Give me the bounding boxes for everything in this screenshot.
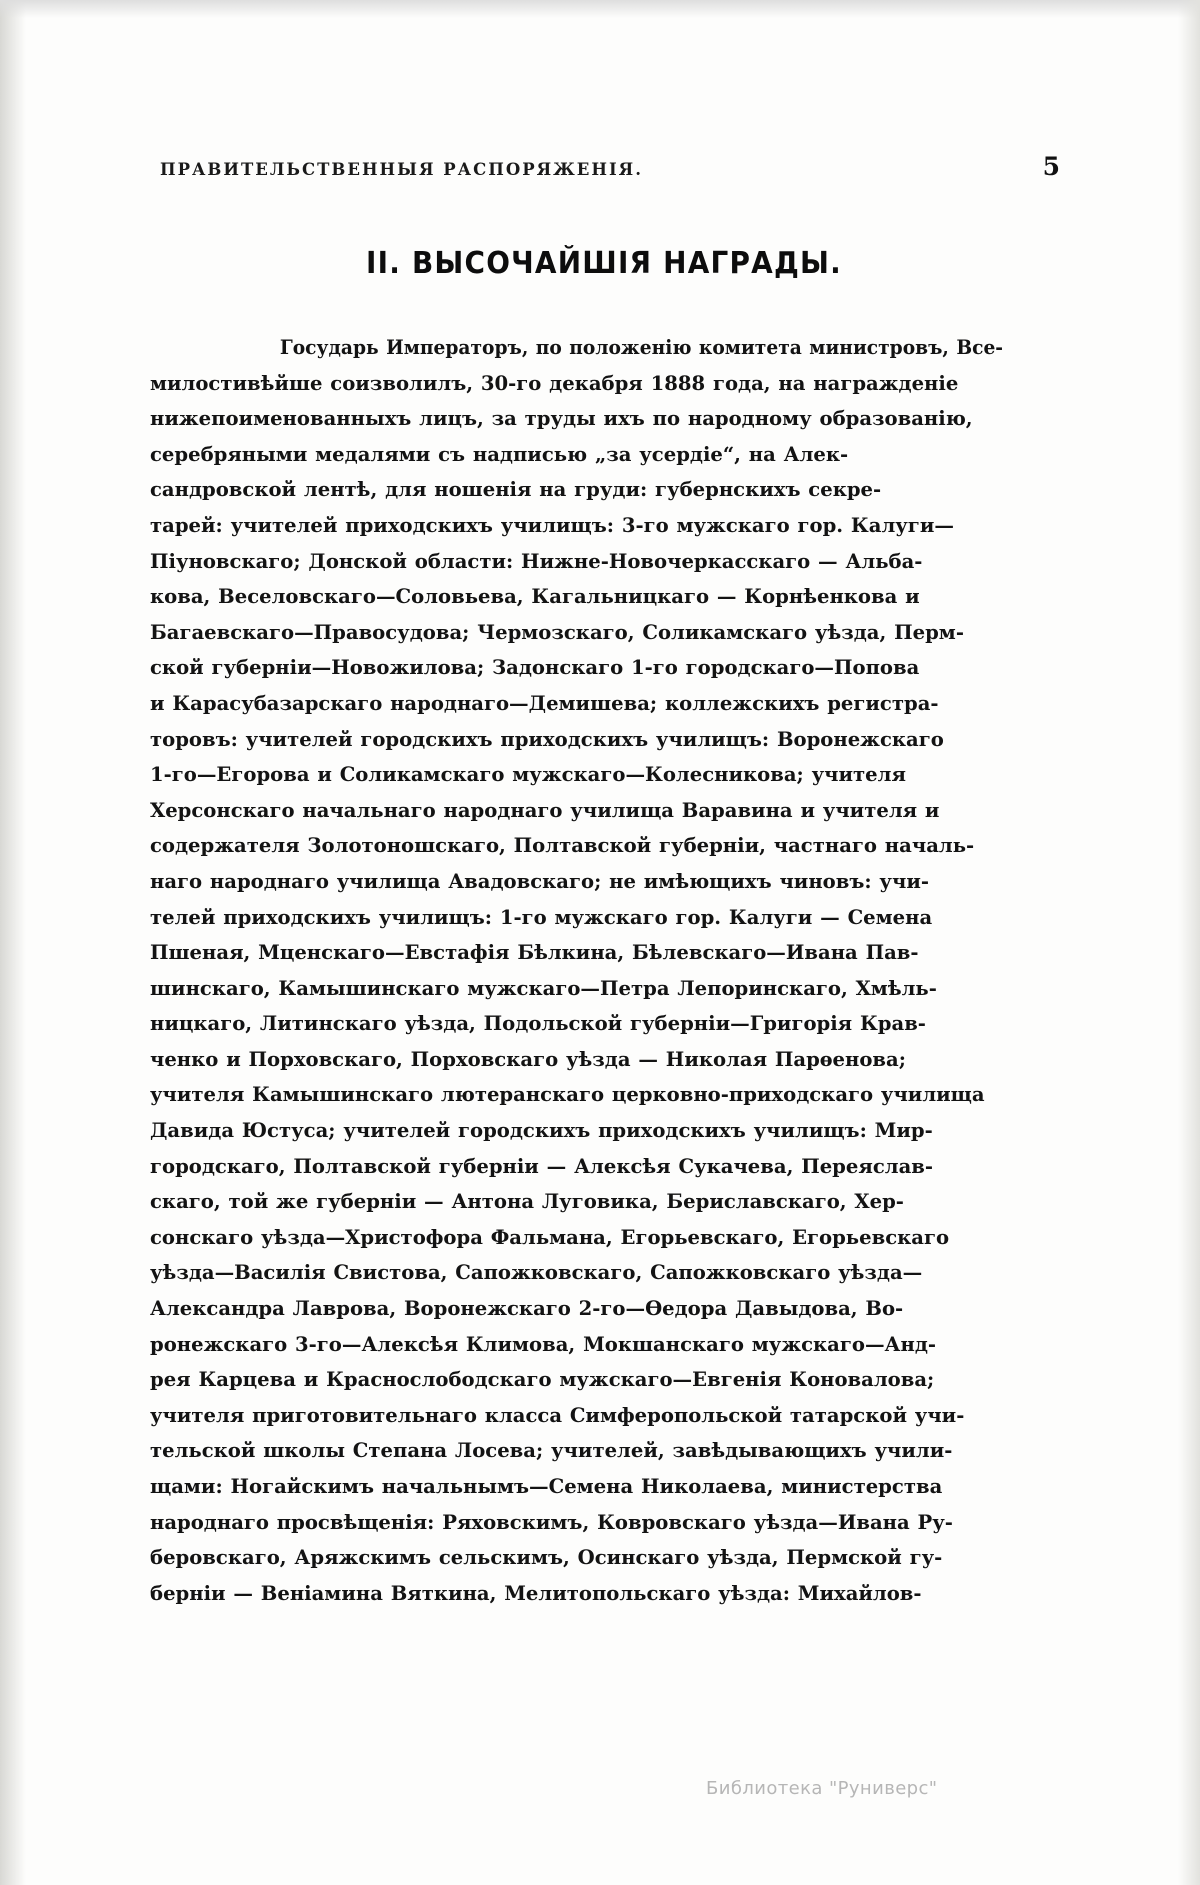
body-line: Багаевскаго—Правосудова; Чермозскаго, Соликамскаго уѣзда, Перм- — [150, 620, 964, 644]
body-line: ницкаго, Литинскаго уѣзда, Подольской губерніи—Григорія Крав- — [150, 1012, 926, 1036]
running-head — [160, 152, 1060, 181]
section-title: II. ВЫСОЧАЙШІЯ НАГРАДЫ. — [366, 246, 842, 281]
body-line: городскаго, Полтавской губерніи — Алексѣя Сукачева, Переяслав- — [150, 1154, 934, 1178]
body-line: милостивѣйше соизволилъ, 30-го декабря 1888 года, на награжденіе — [150, 371, 959, 395]
body-line: Пшеная, Мценскаго—Евстафія Бѣлкина, Бѣлевскаго—Ивана Пав- — [150, 941, 919, 965]
body-line: наго народнаго училища Авадовскаго; не имѣющихъ чиновъ: учи- — [150, 869, 929, 893]
body-line: Херсонскаго начальнаго народнаго училища Варавина и учителя и — [150, 798, 940, 822]
body-line: и Карасубазарскаго народнаго—Демишева; коллежскихъ регистра- — [150, 691, 939, 715]
body-line: берніи — Веніамина Вяткина, Мелитопольскаго уѣзда: Михайлов- — [150, 1581, 922, 1605]
body-line: учителя Камышинскаго лютеранскаго церковно-приходскаго училища — [150, 1083, 985, 1107]
body-line: сонскаго уѣзда—Христофора Фальмана, Егорьевскаго, Егорьевскаго — [150, 1225, 950, 1249]
body-line: ченко и Порховскаго, Порховскаго уѣзда — Николая Парѳенова; — [150, 1047, 906, 1071]
running-head-title: ПРАВИТЕЛЬСТВЕННЫЯ РАСПОРЯЖЕНІЯ. — [160, 160, 643, 179]
body-line: телей приходскихъ училищъ: 1-го мужскаго гор. Калуги — Семена — [150, 905, 933, 929]
scan-edge-left — [0, 0, 26, 1885]
body-line: нижепоименованныхъ лицъ, за труды ихъ по народному образованію, — [150, 407, 973, 431]
body-line: серебряными медалями съ надписью „за усердіе“, на Алек- — [150, 442, 849, 466]
body-line: тарей: учителей приходскихъ училищъ: 3-го мужскаго гор. Калуги— — [150, 513, 954, 537]
body-line: кова, Веселовскаго—Соловьева, Кагальницкаго — Корнѣенкова и — [150, 585, 920, 609]
body-line: содержателя Золотоношскаго, Полтавской губерніи, частнаго началь- — [150, 834, 975, 858]
body-line: щами: Ногайскимъ начальнымъ—Семена Николаева, министерства — [150, 1475, 943, 1498]
body-text — [150, 330, 1056, 1611]
page-number: 5 — [1042, 152, 1060, 181]
body-line: Государь Императоръ, по положенію комитета министровъ, Все- — [279, 336, 1004, 359]
body-line: торовъ: учителей городскихъ приходскихъ училищъ: Воронежскаго — [150, 727, 944, 751]
body-line: Піуновскаго; Донской области: Нижне-Новочеркасскаго — Альба- — [150, 549, 923, 573]
body-line: тельской школы Степана Лосева; учителей, завѣдывающихъ учили- — [150, 1439, 953, 1463]
body-line: Александра Лаврова, Воронежскаго 2-го—Ѳедора Давыдова, Во- — [150, 1297, 904, 1321]
body-line: народнаго просвѣщенія: Ряховскимъ, Ковровскаго уѣзда—Ивана Ру- — [150, 1510, 953, 1534]
body-line: сандровской лентѣ, для ношенія на груди: губернскихъ секре- — [150, 478, 882, 502]
body-line: уѣзда—Василія Свистова, Сапожковскаго, Сапожковскаго уѣзда— — [150, 1261, 923, 1285]
body-line: ронежскаго 3-го—Алексѣя Климова, Мокшанскаго мужскаго—Анд- — [150, 1332, 937, 1356]
scan-edge-top — [0, 0, 1200, 18]
scan-edge-right — [1178, 0, 1200, 1885]
body-line: рея Карцева и Краснослободскаго мужскаго—Евгенія Коновалова; — [150, 1368, 935, 1392]
body-line: шинскаго, Камышинскаго мужскаго—Петра Лепоринскаго, Хмѣль- — [150, 976, 937, 1000]
body-line: ской губерніи—Новожилова; Задонскаго 1-го городскаго—Попова — [150, 656, 920, 680]
body-line: беровскаго, Аряжскимъ сельскимъ, Осинскаго уѣзда, Пермской гу- — [150, 1546, 943, 1570]
library-watermark: Библиотека "Руниверс" — [706, 1778, 938, 1799]
body-line: учителя приготовительнаго класса Симферопольской татарской учи- — [150, 1403, 965, 1427]
body-line: скаго, той же губерніи — Антона Луговика, Бериславскаго, Хер- — [150, 1190, 904, 1214]
body-line: 1-го—Егорова и Соликамскаго мужскаго—Колесникова; учителя — [150, 763, 906, 787]
body-line: Давида Юстуса; учителей городскихъ приходскихъ училищъ: Мир- — [150, 1119, 933, 1143]
